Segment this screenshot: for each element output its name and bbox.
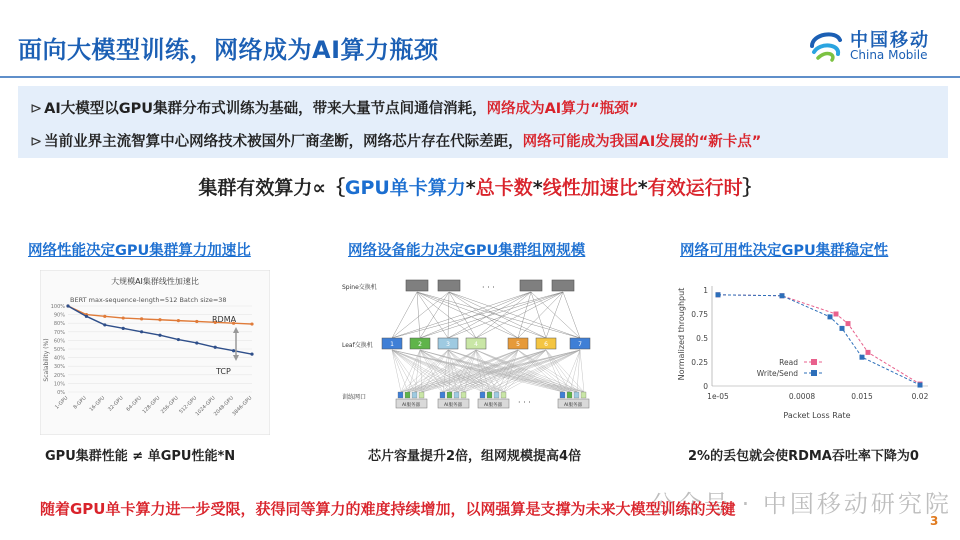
leaf-number: 5 xyxy=(516,341,520,348)
spine-leaf-link xyxy=(476,292,531,338)
chart-subtitle: BERT max-sequence-length=512 Batch size=38 xyxy=(70,296,227,304)
spine-label: Spine交换机 xyxy=(342,284,377,291)
bullet-text: AI大模型以GPU集群分布式训练为基础，带来大量节点间通信消耗， xyxy=(44,101,487,117)
data-point-read xyxy=(866,350,871,355)
spine-leaf-link xyxy=(448,292,449,338)
formula-op: * xyxy=(532,177,543,199)
page-number: 3 xyxy=(930,514,939,528)
spine-leaf-link xyxy=(448,292,563,338)
logo-text-en: China Mobile xyxy=(850,48,928,62)
spine-switch xyxy=(438,280,460,291)
nic-label: 训练网口 xyxy=(342,394,367,401)
leaf-nic-link xyxy=(476,350,563,392)
x-tick-label: 1024-GPU xyxy=(194,395,217,418)
nic-port xyxy=(487,392,492,398)
bullet-highlight: 网络可能成为我国AI发展的“新卡点” xyxy=(522,134,762,150)
arrow-bullet-icon: ⊳ xyxy=(30,101,43,117)
spine-leaf-svg xyxy=(340,270,610,420)
panel-subtitle-stability: 网络可用性决定GPU集群稳定性 xyxy=(680,243,889,259)
legend-write-marker xyxy=(811,370,817,376)
x-tick-label: 2048-GPU xyxy=(212,395,236,418)
panel-subtitle-scale: 网络设备能力决定GPU集群组网规模 xyxy=(348,243,586,259)
scalability-chart-svg xyxy=(40,270,270,435)
data-point-tcp xyxy=(66,304,69,307)
nic-port xyxy=(412,392,417,398)
bullet-item xyxy=(30,97,638,118)
series-line-read xyxy=(718,295,920,384)
x-tick-label: 32-GPU xyxy=(107,395,125,413)
series-label-tcp: TCP xyxy=(216,367,231,376)
leaf-nic-link xyxy=(448,350,457,392)
data-point-tcp xyxy=(140,330,143,333)
leaf-nic-link xyxy=(448,350,497,392)
spine-switch xyxy=(552,280,574,291)
key-points-box xyxy=(18,86,948,158)
ai-server-label: AI服务器 xyxy=(484,403,502,408)
data-point-write xyxy=(780,293,785,298)
nic-port xyxy=(405,392,410,398)
data-point-tcp xyxy=(85,315,88,318)
y-axis-label: Scalability (%) xyxy=(43,338,50,382)
x-tick-label: 0.02 xyxy=(911,392,929,401)
leaf-nic-link xyxy=(448,350,464,392)
formula-runtime: 有效运行时 xyxy=(647,177,743,199)
data-point-rdma xyxy=(177,319,180,322)
y-tick-label: 60% xyxy=(53,338,65,345)
spine-leaf-link xyxy=(392,292,449,338)
nic-port xyxy=(494,392,499,398)
leaf-number: 4 xyxy=(474,341,478,348)
x-tick-label: 16-GPU xyxy=(88,395,107,413)
data-point-rdma xyxy=(140,317,143,320)
nic-port xyxy=(581,392,586,398)
data-point-write xyxy=(716,292,721,297)
y-tick-label: 0 xyxy=(703,382,708,391)
caption-stability: 2%的丢包就会使RDMA吞吐率下降为0 xyxy=(688,449,919,464)
spine-leaf-link xyxy=(449,292,518,338)
y-tick-label: 100% xyxy=(50,304,65,310)
page-title: 面向大模型训练，网络成为AI算力瓶颈 xyxy=(18,36,439,64)
ai-server-label: AI服务器 xyxy=(402,403,420,408)
y-tick-label: 0.25 xyxy=(691,358,708,367)
data-point-tcp xyxy=(103,323,106,326)
watermark: 公众号 · 中国移动研究院 xyxy=(650,490,952,518)
y-tick-label: 40% xyxy=(53,355,65,362)
data-point-tcp xyxy=(158,334,161,337)
legend-read-marker xyxy=(811,359,817,365)
data-point-write xyxy=(840,326,845,331)
formula-gpu: GPU单卡算力 xyxy=(344,177,466,199)
bullet-item xyxy=(30,130,761,151)
spine-switch xyxy=(406,280,428,291)
logo-icon xyxy=(806,24,846,64)
formula-speedup: 线性加速比 xyxy=(542,177,638,199)
x-tick-label: 128-GPU xyxy=(141,395,162,416)
scalability-chart xyxy=(40,270,270,439)
nic-port xyxy=(398,392,403,398)
y-tick-label: 50% xyxy=(53,347,65,353)
data-point-write xyxy=(828,314,833,319)
header-divider xyxy=(0,76,960,78)
bullet-highlight: 网络成为AI算力“瓶颈” xyxy=(486,101,639,117)
y-tick-label: 0.75 xyxy=(691,310,708,319)
nic-port xyxy=(419,392,424,398)
data-point-tcp xyxy=(232,349,235,352)
y-axis-label: Normalized throughput xyxy=(677,287,686,381)
data-point-read xyxy=(834,312,839,317)
spine-switch xyxy=(520,280,542,291)
caption-scale: 芯片容量提升2倍，组网规模提高4倍 xyxy=(368,449,582,464)
y-tick-label: 20% xyxy=(53,372,65,379)
legend-write: Write/Send xyxy=(756,369,798,378)
y-tick-label: 80% xyxy=(53,321,65,328)
data-point-tcp xyxy=(177,338,180,341)
data-point-rdma xyxy=(122,316,125,319)
y-tick-label: 30% xyxy=(53,364,65,371)
caption-speedup: GPU集群性能 ≠ 单GPU性能*N xyxy=(45,449,236,464)
formula-op: * xyxy=(465,177,476,199)
spine-leaf-diagram xyxy=(340,270,610,424)
x-tick-label: 1e-05 xyxy=(707,392,729,401)
chart-legend xyxy=(757,358,824,378)
data-point-write xyxy=(918,383,923,388)
compute-formula xyxy=(0,173,960,200)
x-tick-label: 0.015 xyxy=(851,392,873,401)
data-point-rdma xyxy=(158,318,161,321)
x-tick-label: 0.0008 xyxy=(788,392,816,401)
server-ellipsis: · · · xyxy=(518,398,531,407)
formula-left: 集群有效算力∝｛ xyxy=(198,177,345,199)
spine-leaf-link xyxy=(449,292,476,338)
data-point-tcp xyxy=(250,353,253,356)
conclusion-text: 随着GPU单卡算力进一步受限，获得同等算力的难度持续增加，以网强算是支撑为未来大模型训练的关键 xyxy=(40,500,736,518)
data-point-tcp xyxy=(122,327,125,330)
y-tick-label: 0% xyxy=(57,390,65,396)
series-label-rdma: RDMA xyxy=(212,315,237,324)
spine-leaf-link xyxy=(420,292,449,338)
logo-text-cn: 中国移动 xyxy=(850,30,930,51)
data-point-tcp xyxy=(195,341,198,344)
data-point-read xyxy=(846,321,851,326)
y-tick-label: 70% xyxy=(53,329,65,336)
leaf-nic-link xyxy=(401,350,420,392)
legend-read: Read xyxy=(779,358,798,367)
leaf-label: Leaf交换机 xyxy=(342,342,373,349)
spine-leaf-link xyxy=(449,292,546,338)
panel-subtitle-speedup: 网络性能决定GPU集群算力加速比 xyxy=(28,243,251,259)
x-tick-label: 1-GPU xyxy=(54,395,70,411)
data-point-rdma xyxy=(103,315,106,318)
y-tick-label: 90% xyxy=(53,312,65,319)
x-tick-label: 256-GPU xyxy=(159,395,180,416)
formula-cards: 总卡数 xyxy=(475,177,533,199)
packet-loss-chart-svg xyxy=(670,276,940,424)
nic-port xyxy=(560,392,565,398)
leaf-nic-link xyxy=(448,350,563,392)
spine-leaf-link xyxy=(563,292,580,338)
ai-server-label: AI服务器 xyxy=(564,403,582,408)
china-mobile-logo xyxy=(806,24,946,68)
nic-port xyxy=(480,392,485,398)
x-tick-label: 3846-GPU xyxy=(231,395,254,418)
nic-port xyxy=(567,392,572,398)
leaf-nic-link xyxy=(392,350,415,392)
formula-right: ｝ xyxy=(742,177,762,199)
nic-port xyxy=(454,392,459,398)
chart-title: 大规模AI集群线性加速比 xyxy=(111,277,199,286)
nic-port xyxy=(440,392,445,398)
leaf-number: 1 xyxy=(390,341,394,348)
y-tick-label: 10% xyxy=(53,381,65,388)
data-point-write xyxy=(860,355,865,360)
leaf-number: 2 xyxy=(418,341,422,348)
nic-port xyxy=(501,392,506,398)
x-axis-label: Packet Loss Rate xyxy=(783,411,851,420)
ai-server-label: AI服务器 xyxy=(444,403,462,408)
x-tick-label: 8-GPU xyxy=(72,395,88,411)
leaf-nic-link xyxy=(448,350,577,392)
arrow-bullet-icon: ⊳ xyxy=(30,134,43,150)
formula-op: * xyxy=(637,177,648,199)
spine-ellipsis: · · · xyxy=(482,283,495,292)
data-point-rdma xyxy=(195,320,198,323)
nic-port xyxy=(574,392,579,398)
bullet-text: 当前业界主流智算中心网络技术被国外厂商垄断，网络芯片存在代际差距， xyxy=(44,134,523,150)
y-tick-label: 1 xyxy=(703,286,708,295)
leaf-number: 6 xyxy=(544,341,548,348)
data-point-tcp xyxy=(214,346,217,349)
x-tick-label: 64-GPU xyxy=(125,395,144,413)
leaf-number: 3 xyxy=(446,341,450,348)
leaf-nic-link xyxy=(464,350,546,392)
y-tick-label: 0.5 xyxy=(696,334,708,343)
leaf-number: 7 xyxy=(578,341,582,348)
packet-loss-chart xyxy=(670,276,940,428)
nic-port xyxy=(447,392,452,398)
nic-port xyxy=(461,392,466,398)
data-point-rdma xyxy=(250,322,253,325)
spine-leaf-link xyxy=(392,292,531,338)
x-tick-label: 512-GPU xyxy=(178,395,199,416)
leaf-nic-link xyxy=(580,350,584,392)
series-line-write xyxy=(718,295,920,385)
